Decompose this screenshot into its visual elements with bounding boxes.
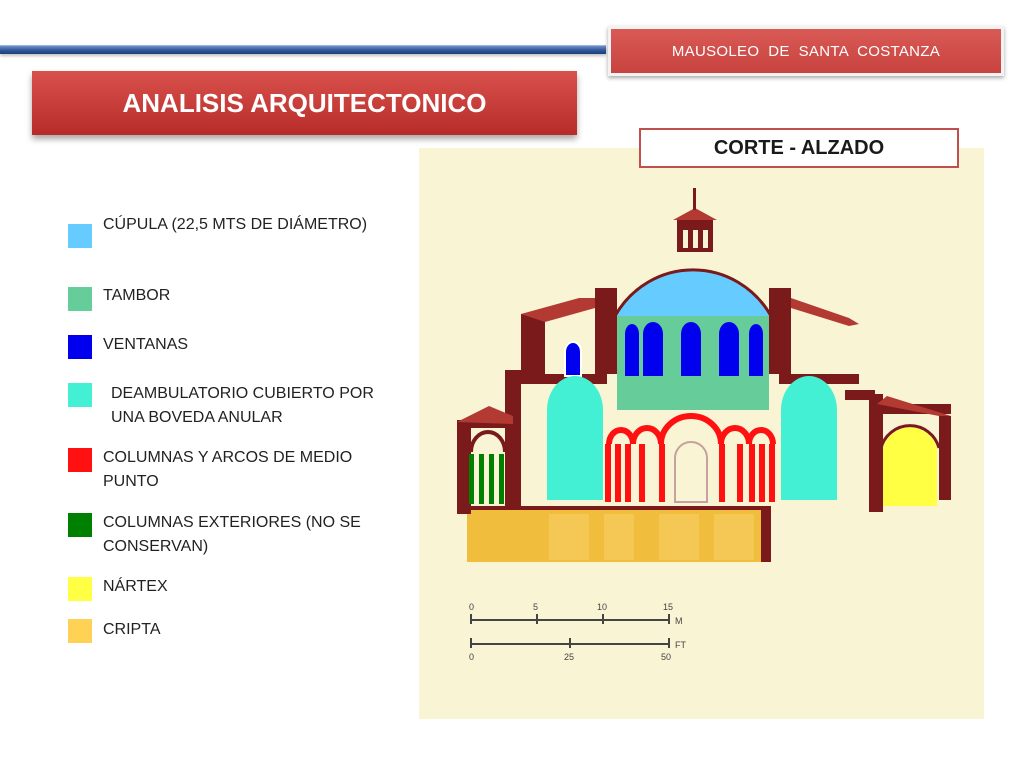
scale-ft-unit: FT (675, 640, 686, 650)
scale-m-unit: M (675, 616, 683, 626)
legend-label-deambulatorio: DEAMBULATORIO CUBIERTO POR UNA BOVEDA ANULAR (111, 385, 374, 426)
crypt (467, 506, 762, 562)
legend-label-tambor: TAMBOR (103, 287, 171, 304)
legend-swatch-cripta (68, 619, 92, 643)
legend-label-columnas-exteriores: COLUMNAS EXTERIORES (NO SE CONSERVAN) (103, 514, 361, 555)
legend-label-cupula: CÚPULA (22,5 MTS DE DIÁMETRO) (103, 216, 368, 233)
header-rule (0, 45, 606, 54)
legend-swatch-nartex (68, 577, 92, 601)
section-elevation-drawing (419, 148, 984, 719)
legend-label-nartex: NÁRTEX (103, 578, 168, 595)
scale-m-tick-3: 15 (663, 602, 674, 612)
narthex (883, 427, 937, 506)
legend-swatch-tambor (68, 287, 92, 311)
legend-label-ventanas: VENTANAS (103, 336, 189, 353)
scale-m-tick-1: 5 (533, 602, 539, 612)
legend-label-cripta: CRIPTA (103, 621, 161, 638)
ambulatory-left (547, 376, 603, 500)
legend-swatch-columnas-exteriores (68, 513, 92, 537)
scale-m-tick-0: 0 (469, 602, 475, 612)
legend-swatch-ventanas (68, 335, 92, 359)
side-window (565, 342, 581, 376)
legend-swatch-columnas-arcos (68, 448, 92, 472)
scale-ft-tick-1: 25 (564, 652, 575, 662)
scale-m-tick-2: 10 (597, 602, 608, 612)
legend-label-columnas-arcos: COLUMNAS Y ARCOS DE MEDIO PUNTO (103, 449, 353, 490)
ambulatory-right (781, 376, 837, 500)
page-title: ANALISIS ARQUITECTONICO (32, 71, 577, 135)
view-label: CORTE - ALZADO (639, 128, 959, 168)
legend-swatch-deambulatorio (68, 383, 92, 407)
legend-swatch-cupula (68, 224, 92, 248)
scale-ft-tick-2: 50 (661, 652, 672, 662)
scale-ft-tick-0: 0 (469, 652, 475, 662)
monument-name-tag: MAUSOLEO DE SANTA COSTANZA (608, 26, 1004, 76)
